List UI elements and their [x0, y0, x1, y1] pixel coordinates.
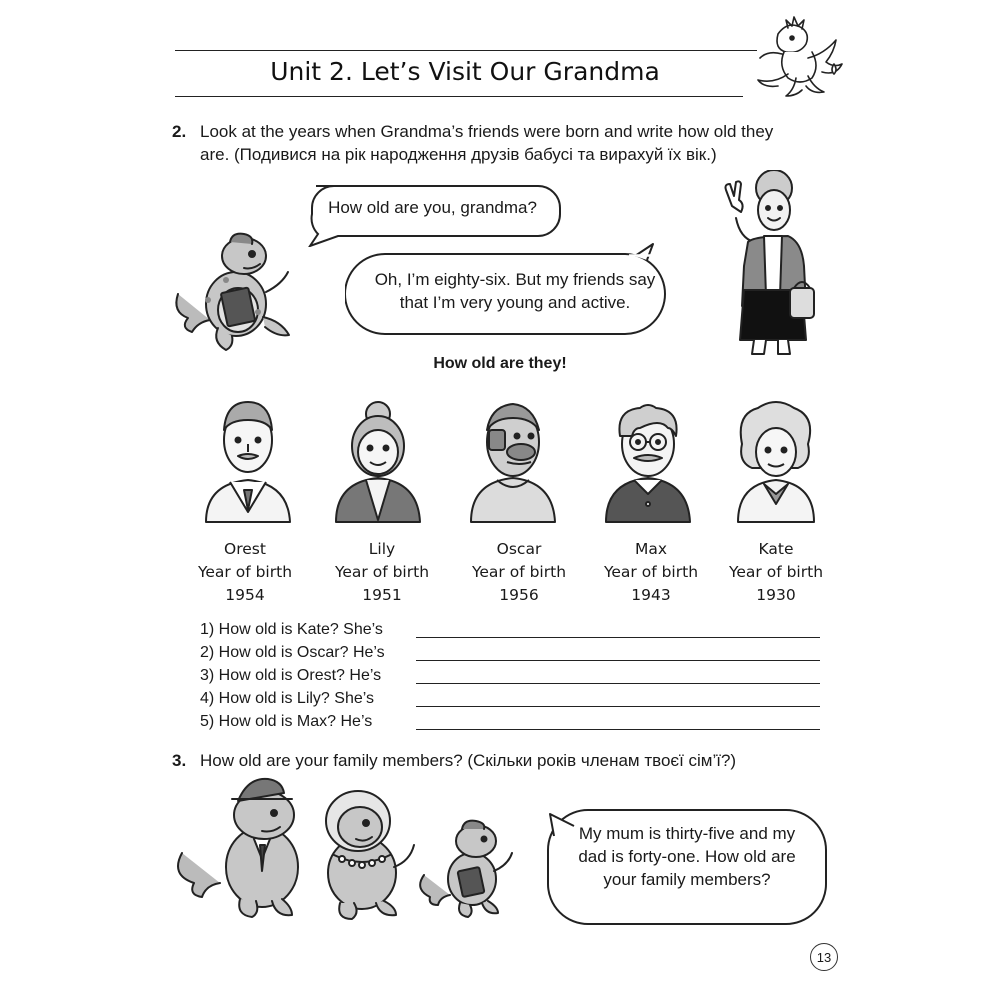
portrait-lily [330, 400, 425, 525]
portrait-max [600, 400, 695, 525]
friend-max [586, 538, 716, 607]
dragon-corner-illustration [748, 14, 848, 109]
friend-kate [711, 538, 841, 607]
friend-birth-label: Year of birth [197, 563, 293, 581]
friend-birth-label: Year of birth [471, 563, 567, 581]
grandma-illustration [718, 170, 818, 360]
answer-line[interactable] [416, 683, 820, 684]
answer-line[interactable] [416, 729, 820, 730]
task-3-instructions [172, 749, 852, 772]
answer-line[interactable] [416, 706, 820, 707]
friend-birth-label: Year of birth [728, 563, 824, 581]
friend-birth-year: 1956 [499, 586, 539, 604]
friend-name: Kate [758, 540, 794, 558]
question-text: 3) How old is Orest? He’s [200, 667, 382, 684]
page-number: 13 [810, 943, 838, 971]
question-row [200, 621, 383, 644]
question-text: 4) How old is Lily? She’s [200, 690, 375, 707]
title-rule-bottom [175, 96, 743, 97]
portrait-orest [200, 400, 295, 525]
friend-name: Max [634, 540, 668, 558]
task-2-number: 2. [172, 122, 187, 141]
speech-bubble-task-3-line-2: dad is forty-one. How old are [578, 847, 796, 866]
friend-birth-label: Year of birth [334, 563, 430, 581]
task-3-text: How old are your family members? (Скільки років членам твоєї сім’ї?) [200, 751, 737, 770]
title-rule-top [175, 50, 757, 51]
speech-bubble-right-text [355, 268, 675, 314]
friend-name: Oscar [496, 540, 542, 558]
question-text: 1) How old is Kate? She’s [200, 621, 383, 638]
friend-birth-year: 1930 [756, 586, 796, 604]
friend-birth-year: 1943 [631, 586, 671, 604]
friend-birth-year: 1954 [225, 586, 265, 604]
how-old-header: How old are they! [433, 355, 567, 372]
speech-bubble-right-line-1: Oh, I’m eighty-six. But my friends say [374, 270, 656, 289]
task-2-line-2: are. (Подивися на рік народження друзів бабусі та вирахуй їх вік.) [200, 145, 717, 164]
task-3-number: 3. [172, 751, 187, 770]
task-2-line-1: Look at the years when Grandma’s friends were born and write how old they [200, 122, 774, 141]
question-row [200, 713, 372, 736]
friend-oscar [454, 538, 584, 607]
friend-birth-label: Year of birth [603, 563, 699, 581]
answer-line[interactable] [416, 660, 820, 661]
task-2-instructions [172, 120, 852, 166]
friend-lily [317, 538, 447, 607]
question-text: 5) How old is Max? He’s [200, 713, 373, 730]
dragon-family-illustration [168, 775, 528, 925]
friend-name: Orest [224, 540, 266, 558]
portrait-kate [728, 400, 823, 525]
speech-bubble-task-3-line-3: your family members? [603, 870, 771, 889]
unit-title: Unit 2. Let’s Visit Our Grandma [270, 57, 660, 86]
friend-birth-year: 1951 [362, 586, 402, 604]
speech-bubble-right-line-2: that I’m very young and active. [399, 293, 631, 312]
question-row [200, 690, 374, 713]
question-text: 2) How old is Oscar? He’s [200, 644, 385, 661]
question-row [200, 644, 385, 667]
question-row [200, 667, 381, 690]
speech-bubble-task-3-line-1: My mum is thirty-five and my [578, 824, 796, 843]
answer-line[interactable] [416, 637, 820, 638]
friend-orest [180, 538, 310, 607]
dragon-with-book-illustration [168, 232, 303, 357]
speech-bubble-left-text: How old are you, grandma? [328, 198, 537, 217]
portrait-oscar [465, 400, 560, 525]
friend-name: Lily [368, 540, 396, 558]
speech-bubble-task-3-text [552, 822, 822, 891]
